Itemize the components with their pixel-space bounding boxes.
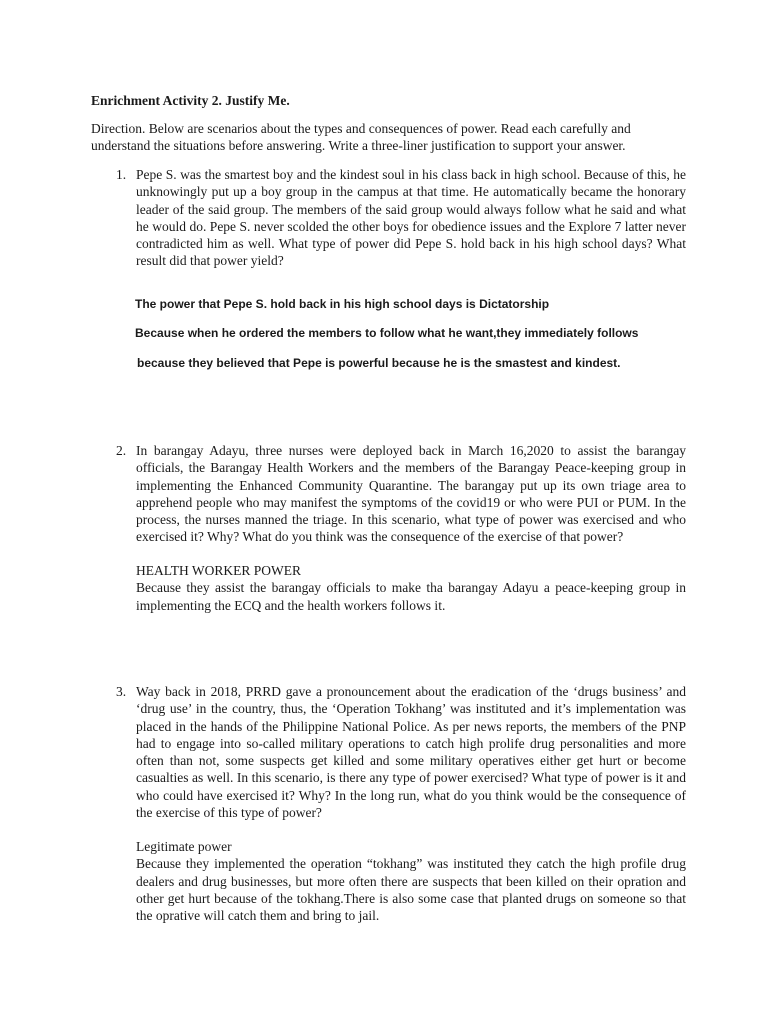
- answer-block-2: [116, 562, 686, 614]
- question-item-3: [116, 683, 686, 821]
- question-text: Pepe S. was the smartest boy and the kindest soul in his class back in high school. Because of this, he unknowingly put up a boy group in the campus at that time. He automatically became the honorary leader of the said group. The members of the said group would always follow what he said and what he would do. Pepe S. never scolded the other boys for obedience issues and the Explore 7 latter never contradicted him as well. What type of power did Pepe S. hold back in his high school days? What result did that power yield?: [136, 167, 686, 269]
- question-item-2: [116, 442, 686, 546]
- answer-heading: HEALTH WORKER POWER: [136, 563, 301, 578]
- answer-text: Because they assist the barangay officials to make tha barangay Adayu a peace-keeping group in implementing the ECQ and the health workers follows it.: [136, 580, 686, 613]
- question-text: Way back in 2018, PRRD gave a pronouncement about the eradication of the ‘drugs business’ and ‘drug use’ in the country, thus, the ‘Operation Tokhang’ was instituted and it’s implementation was placed in the hands of the Philippine National Police. As per news reports, the members of the PNP had to engage into so-called military operations to catch high prolife drug personalities and more often than not, some suspects get killed and some military operatives either get hurt or become casualties as well. In this scenario, is there any type of power exercised? What type of power is it and who could have exercised it? Why? In the long run, what do you think would be the consequence of the exercise of this type of power?: [136, 684, 686, 821]
- answer-block-3: [116, 838, 686, 924]
- answer-line: The power that Pepe S. hold back in his high school days is Dictatorship: [135, 297, 550, 311]
- item-number: 3.: [116, 684, 127, 699]
- answer-heading: Legitimate power: [136, 839, 232, 854]
- question-item-1: [116, 166, 686, 270]
- activity-title: Enrichment Activity 2. Justify Me.: [91, 93, 290, 108]
- direction-text: Direction. Below are scenarios about the types and consequences of power. Read each carefully and understand the situations before answering. Write a three-liner justification to support your answer.: [91, 121, 631, 153]
- answer-text: Because they implemented the operation “tokhang” was instituted they catch the high profile drug dealers and drug businesses, but more often there are suspects that been killed on their opration and other get hurt because of the tokhang.There is also some case that planted drugs on someone so that the oprative will catch them and bring to jail.: [136, 856, 686, 924]
- question-text: In barangay Adayu, three nurses were deployed back in March 16,2020 to assist the barangay officials, the Barangay Health Workers and the members of the Barangay Peace-keeping group in implementing the Enhanced Community Quarantine. The barangay put up its own triage area to apprehend people who may manifest the symptoms of the covid19 or who were PUI or PUM. In the process, the nurses manned the triage. In this scenario, what type of power was exercised and who exercised it? Why? What do you think was the consequence of the exercise of that power?: [136, 443, 686, 545]
- item-number: 2.: [116, 443, 127, 458]
- item-number: 1.: [116, 167, 127, 182]
- answer-line: Because when he ordered the members to follow what he want,they immediately follows: [135, 326, 639, 340]
- answer-line: because they believed that Pepe is powerful because he is the smastest and kindest.: [137, 356, 621, 370]
